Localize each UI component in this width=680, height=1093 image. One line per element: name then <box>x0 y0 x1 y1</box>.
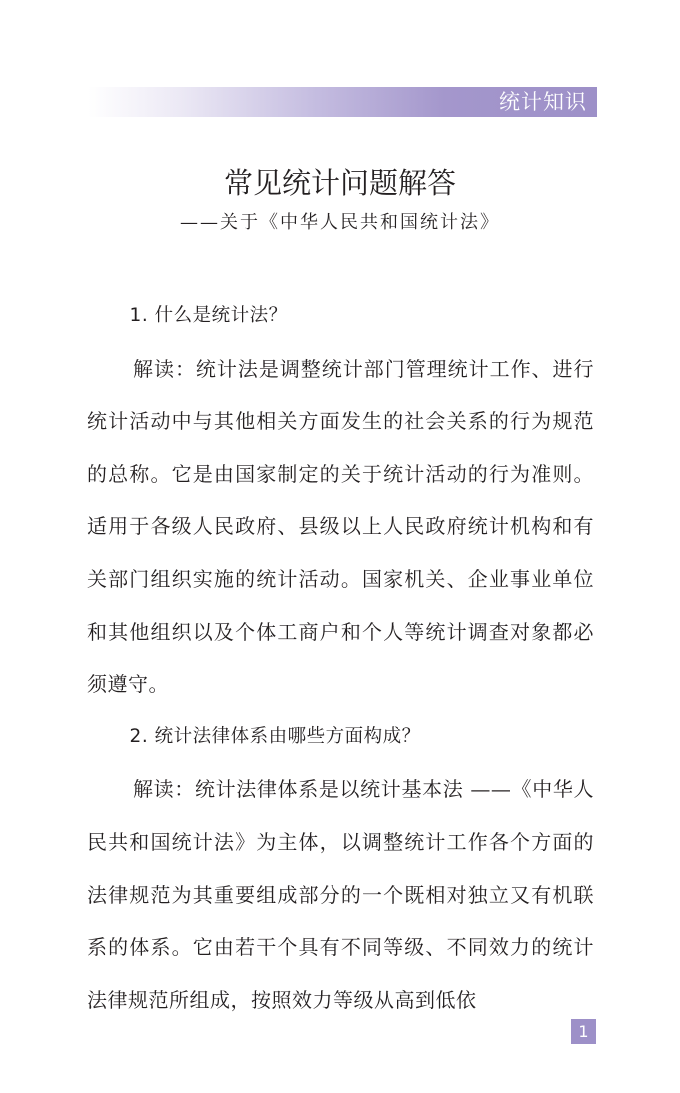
question-2: 2. 统计法律体系由哪些方面构成？ <box>129 725 421 747</box>
page-number: 1 <box>571 1019 596 1044</box>
page-subtitle: ——关于《中华人民共和国统计法》 <box>180 212 500 233</box>
article-body <box>87 290 594 1026</box>
answer-2: 解读：统计法律体系是以统计基本法 ——《中华人民共和国统计法》为主体，以调整统计工作各个方面的法律规范为其重要组成部分的一个既相对独立又有机联系的体系。它由若干个具有不同等级、不同效力的统计法律规范所组成，按照效力等级从高到低依 <box>87 777 594 1012</box>
section-header-band <box>88 87 597 117</box>
page-title: 常见统计问题解答 <box>223 166 456 200</box>
section-label: 统计知识 <box>499 90 587 114</box>
question-1: 1. 什么是统计法？ <box>129 305 288 326</box>
answer-1: 解读：统计法是调整统计部门管理统计工作、进行统计活动中与其他相关方面发生的社会关系的行为规范的总称。它是由国家制定的关于统计活动的行为准则。适用于各级人民政府、县级以上人民政府统计机构和有关部门组织实施的统计活动。国家机关、企业事业单位和其他组织以及个体工商户和个人等统计调查对象都必须遵守。 <box>87 356 594 697</box>
